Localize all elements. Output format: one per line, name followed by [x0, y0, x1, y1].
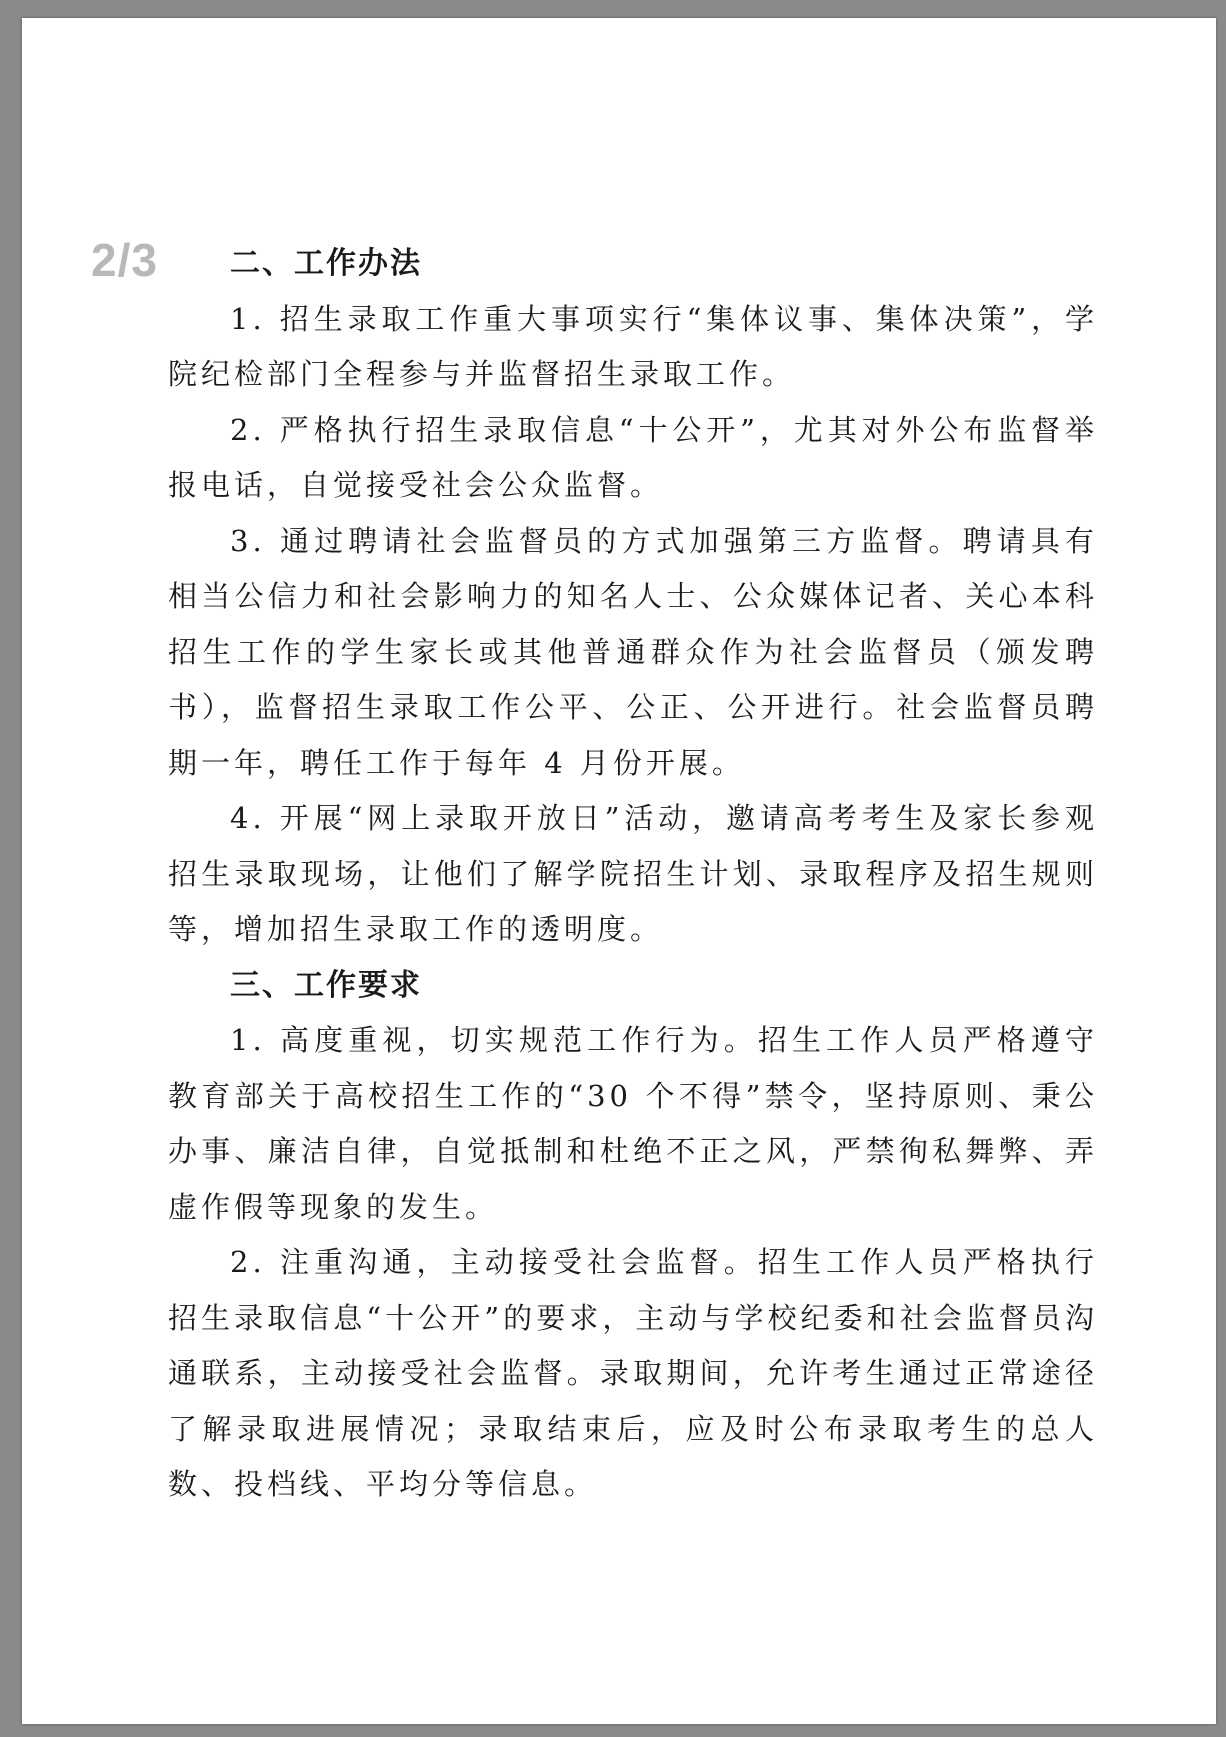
paragraph: 1. 招生录取工作重大事项实行“集体议事、集体决策”，学院纪检部门全程参与并监督招生录取工作。	[168, 301, 1098, 391]
paragraph: 2. 注重沟通，主动接受社会监督。招生工作人员严格执行招生录取信息“十公开”的要求，主动与学校纪委和社会监督员沟通联系，主动接受社会监督。录取期间，允许考生通过正常途径了解录取进展情况；录取结束后，应及时公布录取考生的总人数、投档线、平均分等信息。	[168, 1245, 1098, 1501]
paragraph: 1. 高度重视，切实规范工作行为。招生工作人员严格遵守教育部关于高校招生工作的“30 个不得”禁令，坚持原则、秉公办事、廉洁自律，自觉抵制和杜绝不正之风，严禁徇私舞弊、弄虚作假等现象的发生。	[168, 1023, 1098, 1224]
page-indicator: 2/3	[91, 234, 158, 286]
paragraph: 3. 通过聘请社会监督员的方式加强第三方监督。聘请具有相当公信力和社会影响力的知名人士、公众媒体记者、关心本科招生工作的学生家长或其他普通群众作为社会监督员（颁发聘书），监督招生录取工作公平、公正、公开进行。社会监督员聘期一年，聘任工作于每年 4 月份开展。	[168, 523, 1098, 780]
paragraph: 4. 开展“网上录取开放日”活动，邀请高考考生及家长参观招生录取现场，让他们了解学院招生计划、录取程序及招生规则等，增加招生录取工作的透明度。	[168, 801, 1098, 946]
section-heading-requirements: 三、工作要求	[230, 967, 422, 1003]
document-page	[22, 18, 1216, 1724]
paragraph: 2. 严格执行招生录取信息“十公开”，尤其对外公布监督举报电话，自觉接受社会公众监督。	[168, 412, 1098, 502]
section-heading-methods: 二、工作办法	[230, 246, 422, 281]
page-content	[168, 236, 1098, 1513]
